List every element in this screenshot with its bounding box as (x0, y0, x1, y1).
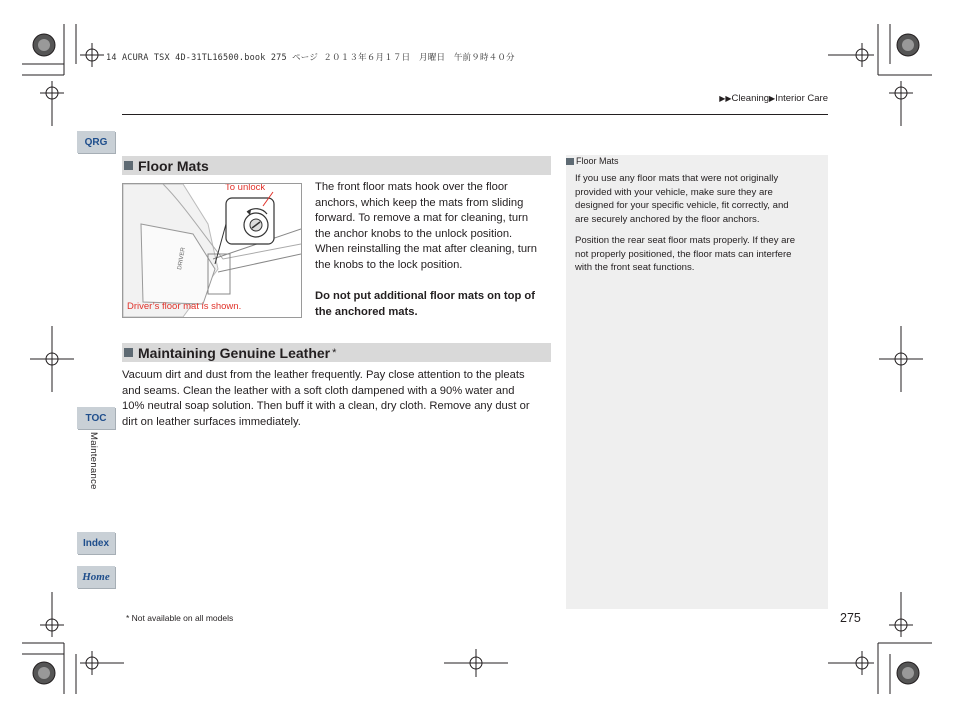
text-line: 10% neutral soap solution. Then buff it with a clean, dry cloth. Remove any dust or (122, 400, 530, 413)
sidebar-title-text: Floor Mats (576, 156, 619, 166)
text-line: forward. To remove a mat for cleaning, turn (315, 212, 529, 225)
text-line: dirt on leather surfaces immediately. (122, 415, 301, 428)
text-line: When reinstalling the mat after cleaning, turn (315, 243, 538, 256)
note-arrow-icon (566, 158, 574, 165)
index-button[interactable]: Index (77, 532, 115, 554)
sidebar-paragraph-1 (575, 172, 823, 226)
sidebar-title (566, 156, 619, 166)
floor-mats-title: Floor Mats (138, 157, 209, 174)
text-line: and seams. Clean the leather with a soft cloth dampened with a 90% water and (122, 384, 515, 397)
heading-square-icon (124, 161, 133, 170)
home-button[interactable]: Home (77, 566, 115, 588)
qrg-button[interactable]: QRG (77, 131, 115, 153)
leather-heading (122, 343, 551, 362)
toc-button[interactable]: TOC (77, 407, 115, 429)
text-line: Vacuum dirt and dust from the leather frequently. Pay close attention to the pleats (122, 369, 525, 381)
book-meta: 14 ACURA TSX 4D-31TL16500.book 275 ページ ２０１３年６月１７日 月曜日 午前９時４０分 (106, 53, 515, 63)
text-line: The front floor mats hook over the floor (315, 181, 508, 193)
section-tab-label: Maintenance (88, 432, 99, 490)
double-arrow-icon: ▶▶ (719, 94, 732, 103)
text-line: Do not put additional floor mats on top of (315, 290, 535, 302)
page-number: 275 (840, 611, 861, 625)
footnote-star: * (332, 346, 337, 359)
text-line: are securely anchored by the floor anchors. (575, 213, 760, 225)
text-line: If you use any floor mats that were not originally (575, 173, 779, 184)
text-line: the anchored mats. (315, 305, 418, 318)
sidebar-paragraph-2 (575, 234, 823, 275)
breadcrumb-item-cleaning[interactable]: Cleaning (731, 93, 770, 104)
svg-text:DRIVER: DRIVER (177, 246, 187, 271)
floor-anchor-illustration (123, 184, 301, 317)
arrow-icon: ▶ (769, 94, 776, 103)
breadcrumb-item-interior-care[interactable]: Interior Care (775, 93, 828, 104)
leather-title: Maintaining Genuine Leather (138, 344, 331, 361)
text-line: the knobs to the lock position. (315, 258, 463, 271)
footnote: * Not available on all models (126, 613, 234, 623)
floor-mats-warning (315, 289, 555, 320)
heading-square-icon (124, 348, 133, 357)
leather-body (122, 368, 554, 430)
drivers-mat-caption: Driver’s floor mat is shown. (127, 301, 242, 312)
text-line: Position the rear seat floor mats properly. If they are (575, 235, 796, 246)
floor-mat-figure (122, 183, 302, 318)
text-line: anchors, which keep the mats from sliding (315, 196, 524, 209)
text-line: designed for your specific vehicle, fit correctly, and (575, 200, 789, 212)
floor-mats-body (315, 180, 555, 274)
header-rule (122, 114, 828, 115)
breadcrumb (719, 93, 828, 104)
text-line: provided with your vehicle, make sure they are (575, 186, 773, 198)
text-line: the anchor knobs to the unlock position. (315, 227, 513, 240)
text-line: with the front seat functions. (575, 262, 695, 274)
floor-mats-heading (122, 156, 551, 175)
to-unlock-callout: To unlock (225, 183, 266, 193)
text-line: not properly positioned, the floor mats can interfere (575, 248, 792, 260)
